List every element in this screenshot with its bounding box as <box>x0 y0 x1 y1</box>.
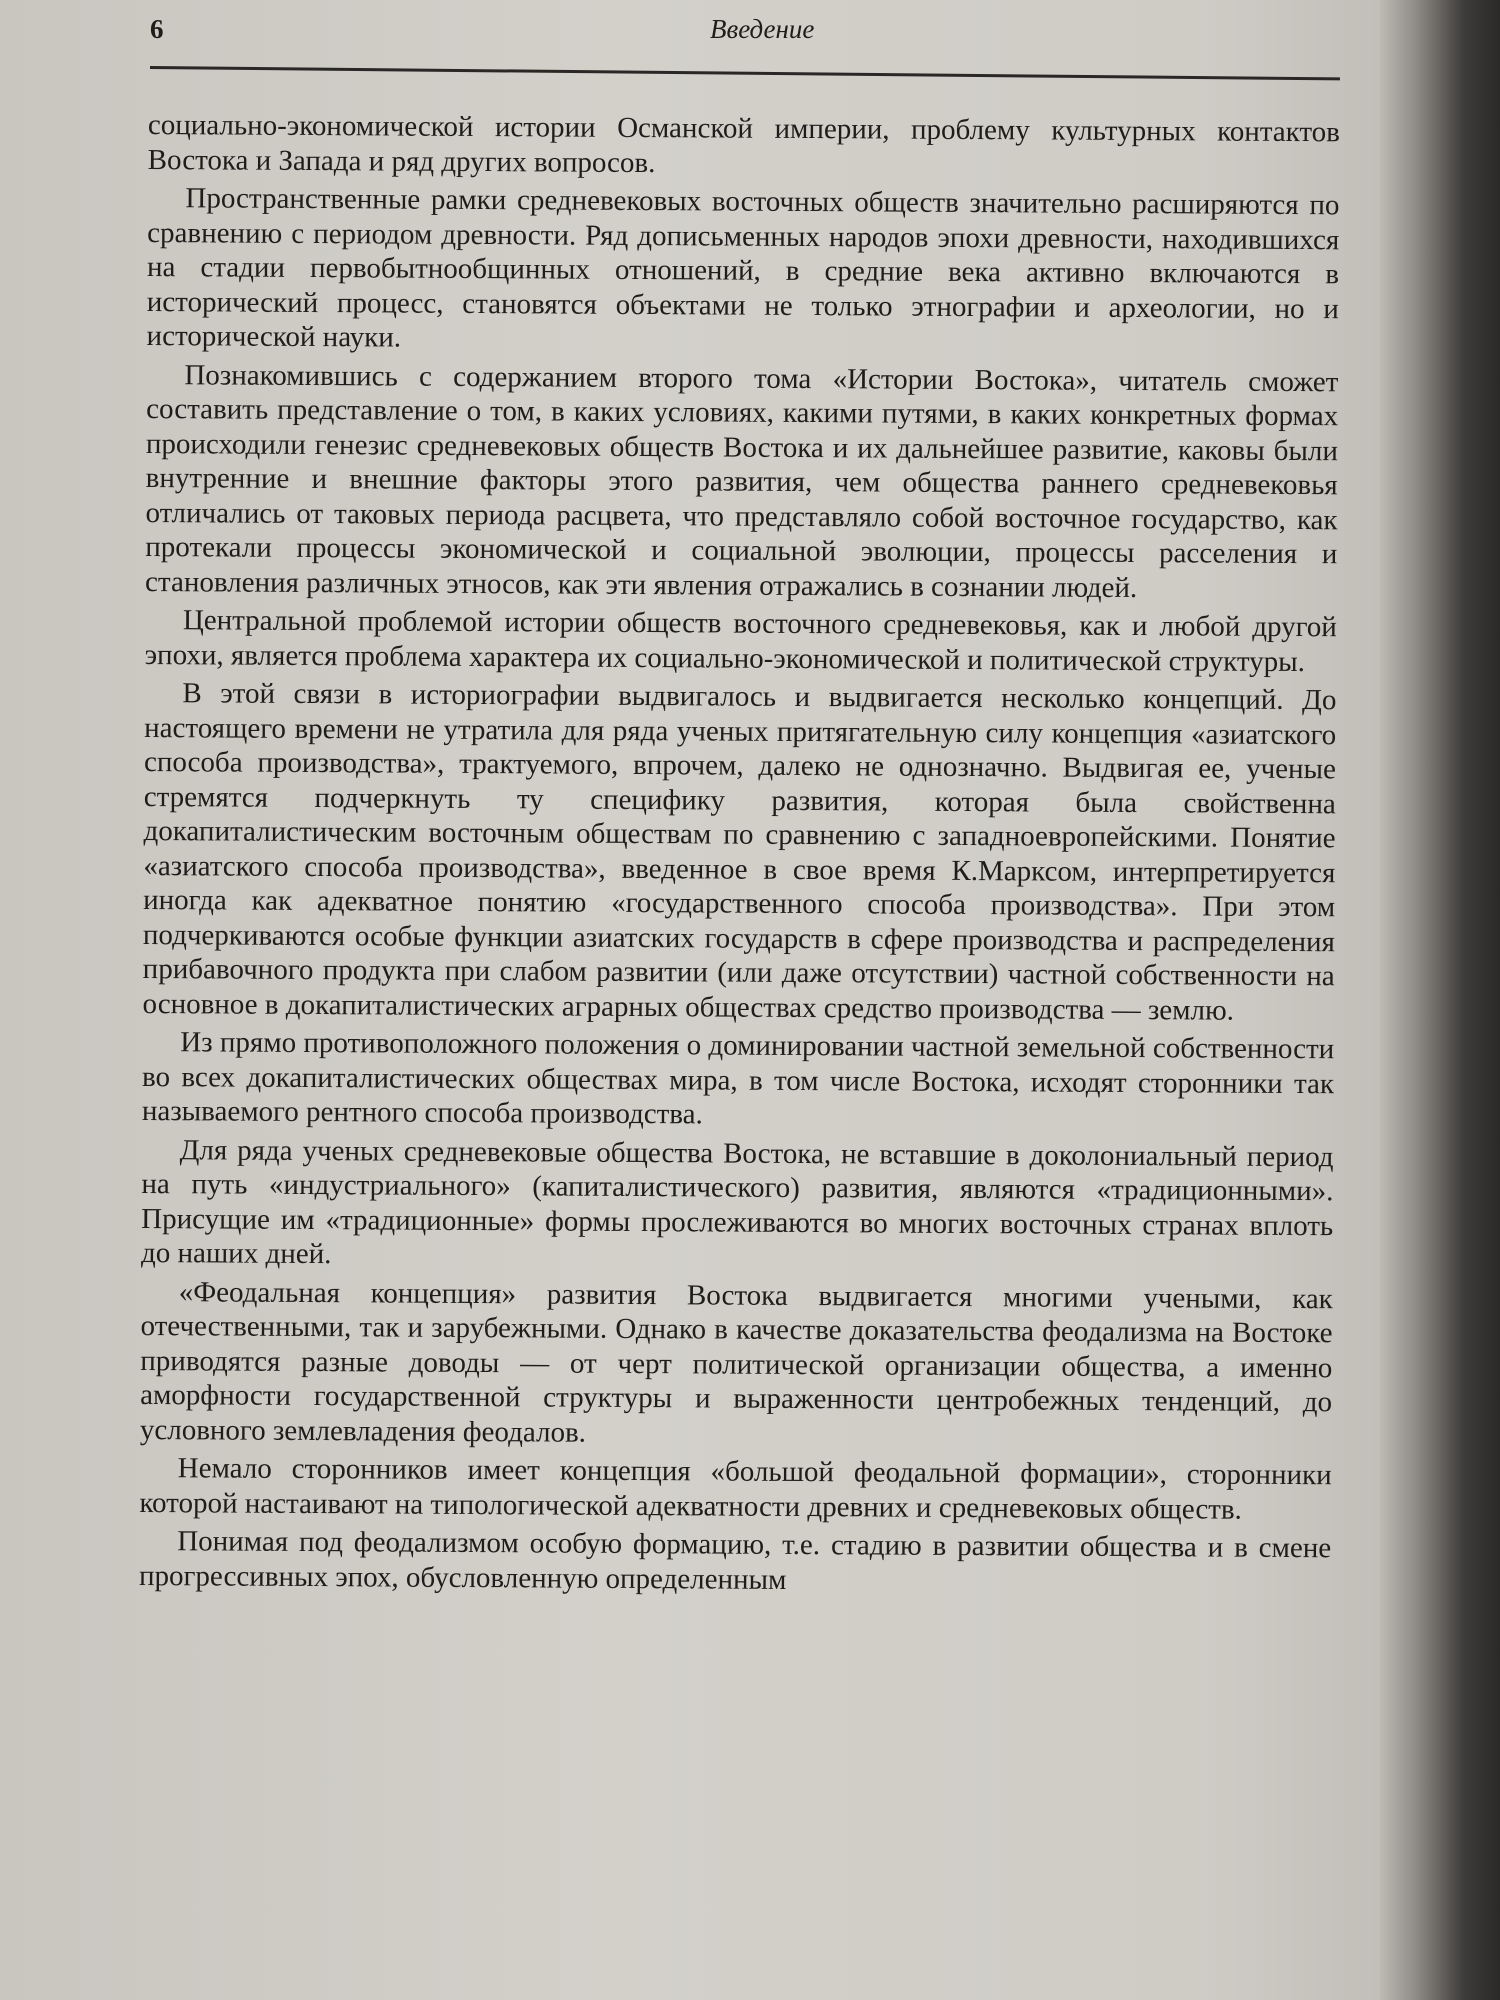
paragraph: Понимая под феодализмом особую формацию, т.е. стадию в развитии общества и в смене прогрессивных эпох, обусловленную определенным <box>138 1525 1332 1596</box>
paragraph: Для ряда ученых средневековые общества Востока, не вставшие в доколониальный период на путь «индустриального» (капиталистического) развития, являются «традиционными». Присущие им «традиционные» формы прослеживаются во многих восточных странах вплоть до наших дней. <box>140 1133 1334 1271</box>
body-text <box>139 108 1340 1604</box>
paragraph: «Феодальная концепция» развития Востока выдвигается многими учеными, как отечественными, так и зарубежными. Однако в качестве доказательства феодализма на Востоке приводятся разные доводы — от черт политической организации общества, а именно аморфности государственной структуры и выраженности центробежных тенденций, до условного землевладения феодалов. <box>139 1275 1333 1449</box>
paragraph: Познакомившись с содержанием второго тома «Истории Востока», читатель сможет составить представление о том, в каких условиях, какими путями, в каких конкретных формах происходили генезис средневековых обществ Востока и их дальнейшее развитие, каковы были внутренние и внешние факторы этого развития, чем общества раннего средневековья отличались от таковых периода расцвета, что представляло собой восточное государство, как протекали процессы экономической и социальной эволюции, процессы расселения и становления различных этносов, как эти явления отражались в сознании людей. <box>145 358 1339 604</box>
paragraph: Из прямо противоположного положения о доминировании частной земельной собственности во всех докапиталистических обществах мира, в том числе Востока, исходят сторонники так называемого рентного способа производства. <box>141 1026 1335 1131</box>
paragraph: Немало сторонников имеет концепция «большой феодальной формации», сторонники которой настаивают на типологической адекватности древних и средневековых обществ. <box>139 1452 1332 1526</box>
paragraph: Центральной проблемой истории обществ восточного средневековья, как и любой другой эпохи, является проблема характера их социально-экономической и политической структуры. <box>144 604 1337 678</box>
running-head <box>150 14 1340 54</box>
paragraph: социально-экономической истории Османской империи, проблему культурных контактов Востока и Запада и ряд других вопросов. <box>147 108 1340 179</box>
header-rule <box>150 66 1340 80</box>
book-page-edge <box>1380 0 1500 2000</box>
page-number: 6 <box>150 14 164 44</box>
paragraph: В этой связи в историографии выдвигалось и выдвигается несколько концепций. До настоящего времени не утратила для ряда ученых притягательную силу концепция «азиатского способа производства», трактуемого, впрочем, далеко не однозначно. Выдвигая ее, ученые стремятся подчеркнуть ту специфику развития, которая была свойственна докапиталистическим восточным обществам по сравнению с западноевропейскими. Понятие «азиатского способа производства», введенное в свое время К.Марксом, интерпретируется иногда как адекватное понятию «государственного способа производства». При этом подчеркиваются особые функции азиатских государств в сфере производства и распределения прибавочного продукта при слабом развитии (или даже отсутствии) частной собственности на основное в докапиталистических аграрных обществах средство производства — землю. <box>142 677 1337 1027</box>
chapter-title: Введение <box>710 14 815 44</box>
paragraph: Пространственные рамки средневековых восточных обществ значительно расширяются по сравнению с периодом древности. Ряд дописьменных народов эпохи древности, находившихся на стадии первобытнообщинных отношений, в средние века активно включаются в исторический процесс, становятся объектами не только этнографии и археологии, но и исторической науки. <box>146 182 1340 354</box>
